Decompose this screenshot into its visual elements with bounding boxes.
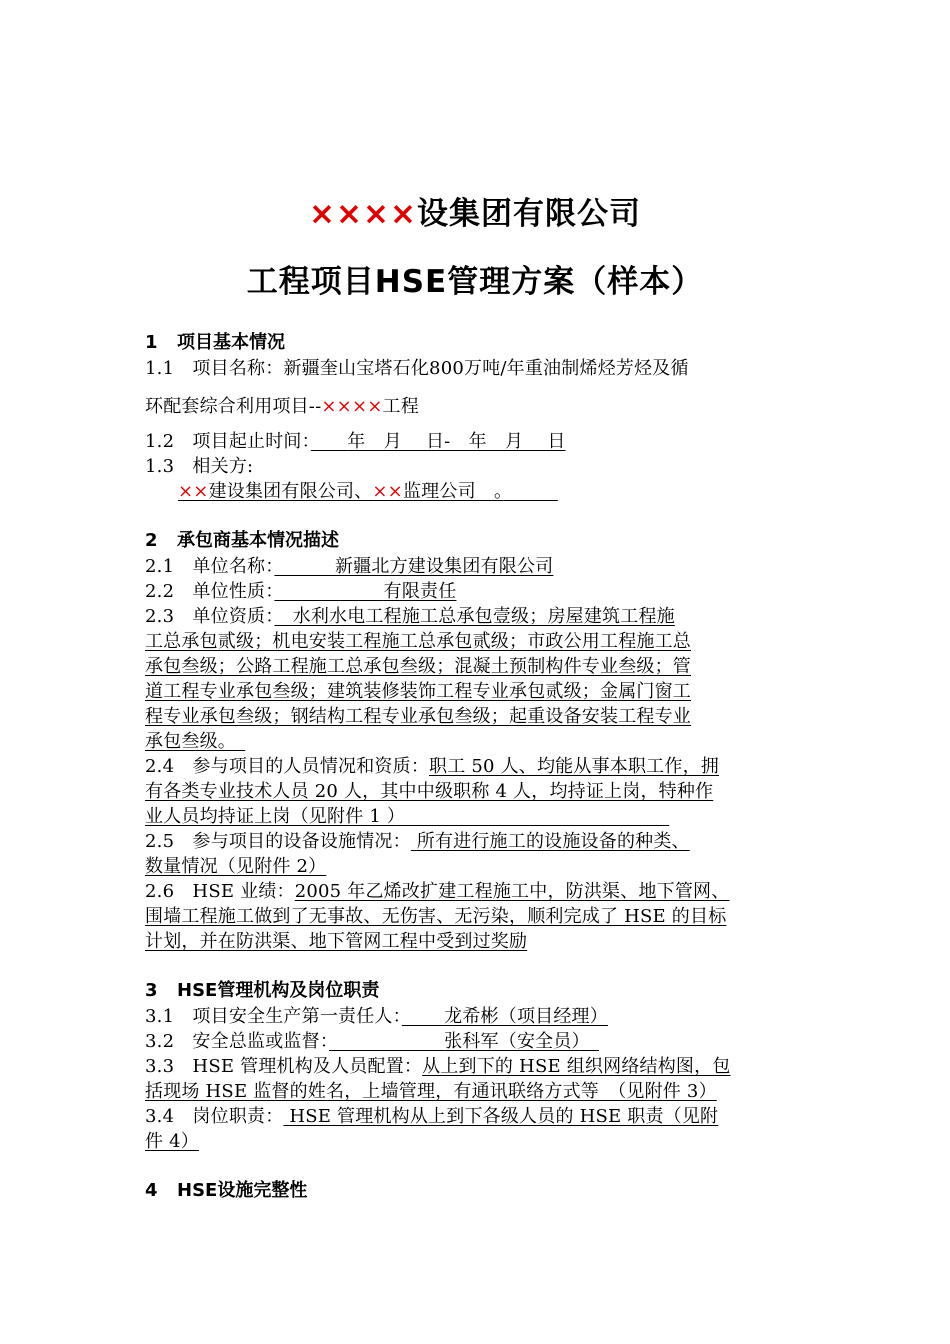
equipment-line: [411, 831, 690, 852]
section-number: 3: [145, 980, 158, 1001]
section-number: 1: [145, 332, 158, 353]
section-3-heading: [145, 978, 379, 1004]
qualification-line: 道工程专业承包叁级；建筑装修装饰工程专业承包贰级；金属门窗工: [145, 681, 691, 702]
item-3-1: [145, 1004, 807, 1029]
performance-line: 围墙工程施工做到了无事故、无伤害、无污染，顺利完成了 HSE 的目标: [145, 906, 727, 927]
personnel-text-value: 业人员均持证上岗（见附件 1 ）: [145, 806, 397, 827]
item-label: 2.3 单位资质：: [145, 606, 275, 627]
related-parties-value: [178, 481, 558, 502]
qualification-text-value: 承包叁级。: [145, 731, 227, 752]
qualification-line: 工总承包贰级；机电安装工程施工总承包贰级；市政公用工程施工总: [145, 631, 691, 652]
section-number: 2: [145, 530, 158, 551]
personnel-text: [145, 806, 669, 827]
section-title: HSE设施完整性: [177, 1180, 308, 1201]
party-text-1: 建设集团有限公司、: [208, 481, 373, 502]
item-label: 3.4 岗位职责：: [145, 1106, 284, 1127]
section-1-heading: [145, 330, 285, 356]
equipment-line-last: [145, 854, 807, 879]
equipment-text: 数量情况（见附件 2）: [145, 856, 327, 877]
safety-supervisor: [329, 1031, 599, 1052]
project-name: 新疆奎山宝塔石化800万吨/年重油制烯烃芳烃及循: [283, 358, 689, 379]
performance-text: 计划，并在防洪渠、地下管网工程中受到过奖励: [145, 931, 528, 952]
job-duties-text: HSE 管理机构从上到下各级人员的 HSE 职责（见附: [289, 1106, 719, 1127]
job-duties-line: [283, 1106, 718, 1127]
performance-line-last: [145, 929, 807, 954]
project-period: [311, 431, 566, 452]
section-title: HSE管理机构及岗位职责: [177, 980, 380, 1001]
item-label: 3.1 项目安全生产第一责任人：: [145, 1006, 402, 1027]
project-name-end: 工程: [382, 396, 419, 417]
party-redacted-1: ××: [178, 481, 209, 502]
unit-type: [274, 581, 456, 602]
item-label: 3.3 HSE 管理机构及人员配置：: [145, 1056, 423, 1077]
qualification-line: 承包叁级；公路工程施工总承包叁级；混凝土预制构件专业叁级；管: [145, 656, 691, 677]
unit-name-value: 新疆北方建设集团有限公司: [334, 556, 554, 577]
item-label: 2.1 单位名称：: [145, 556, 275, 577]
item-3-4: [145, 1104, 807, 1129]
item-label: 2.5 参与项目的设备设施情况：: [145, 831, 411, 852]
item-label: 1.2 项目起止时间：: [145, 431, 311, 452]
section-4-heading: [145, 1178, 307, 1204]
item-label: 2.2 单位性质：: [145, 581, 275, 602]
section-2-heading: [145, 528, 339, 554]
item-2-2: [145, 579, 807, 604]
qualification-line-last: [145, 729, 807, 754]
item-label: 2.4 参与项目的人员情况和资质：: [145, 756, 430, 777]
org-structure-text: 括现场 HSE 监督的姓名，上墙管理，有通讯联络方式等 （见附件 3）: [145, 1081, 717, 1102]
job-duties-text: 件 4）: [145, 1131, 199, 1152]
item-2-5: [145, 829, 807, 854]
project-name-redacted: ××××: [321, 396, 383, 417]
item-3-2: [145, 1029, 807, 1054]
safety-supervisor-value: 张科军（安全员）: [444, 1031, 581, 1052]
section-title: 承包商基本情况描述: [177, 530, 339, 551]
org-structure-line: 从上到下的 HSE 组织网络结构图，包: [422, 1056, 731, 1077]
item-1-3: [145, 454, 807, 479]
related-parties: [178, 479, 808, 504]
performance-line: 2005 年乙烯改扩建工程施工中，防洪渠、地下管网、: [294, 881, 730, 902]
personnel-line-last: [145, 804, 807, 829]
item-label: 1.1 项目名称：: [145, 358, 284, 379]
company-name-redacted: ××××: [309, 196, 417, 232]
project-period-value: 年 月 日- 年 月 日: [347, 431, 566, 452]
party-text-2: 监理公司 。: [402, 481, 504, 502]
qualification-text: [145, 731, 245, 752]
job-duties-line-last: [145, 1129, 807, 1154]
document-title: 工程项目HSE管理方案（样本）: [246, 264, 704, 300]
section-title: 项目基本情况: [177, 332, 285, 353]
project-name-cont: 环配套综合利用项目--: [145, 396, 322, 417]
item-2-1: [145, 554, 807, 579]
responsible-person-value: 龙希彬（项目经理）: [444, 1006, 608, 1027]
item-1-1-cont: [145, 394, 807, 419]
item-label: 2.6 HSE 业绩：: [145, 881, 295, 902]
org-structure-line-last: [145, 1079, 807, 1104]
item-label: 1.3 相关方:: [145, 456, 254, 477]
unit-type-value: 有限责任: [383, 581, 457, 602]
personnel-line: 职工 50 人、均能从事本职工作，拥: [429, 756, 719, 777]
item-1-1: [145, 356, 807, 381]
party-redacted-2: ××: [372, 481, 403, 502]
section-number: 4: [145, 1180, 158, 1201]
personnel-line: 有各类专业技术人员 20 人，其中中级职称 4 人，均持证上岗，特种作: [145, 781, 714, 802]
item-3-3: [145, 1054, 807, 1079]
item-label: 3.2 安全总监或监督：: [145, 1031, 330, 1052]
qualification-line: [274, 606, 674, 627]
company-name-text: 设集团有限公司: [416, 196, 641, 232]
item-2-4: [145, 754, 807, 779]
unit-name: [274, 556, 553, 577]
responsible-person: [402, 1006, 608, 1027]
company-title: [0, 194, 950, 234]
item-2-6: [145, 879, 807, 904]
equipment-text: 所有进行施工的设施设备的种类、: [416, 831, 690, 852]
item-2-3: [145, 604, 807, 629]
qualification-line: 程专业承包叁级；钢结构工程专业承包叁级；起重设备安装工程专业: [145, 706, 691, 727]
qualification-text: 水利水电工程施工总承包壹级；房屋建筑工程施: [292, 606, 675, 627]
item-1-2: [145, 429, 807, 454]
